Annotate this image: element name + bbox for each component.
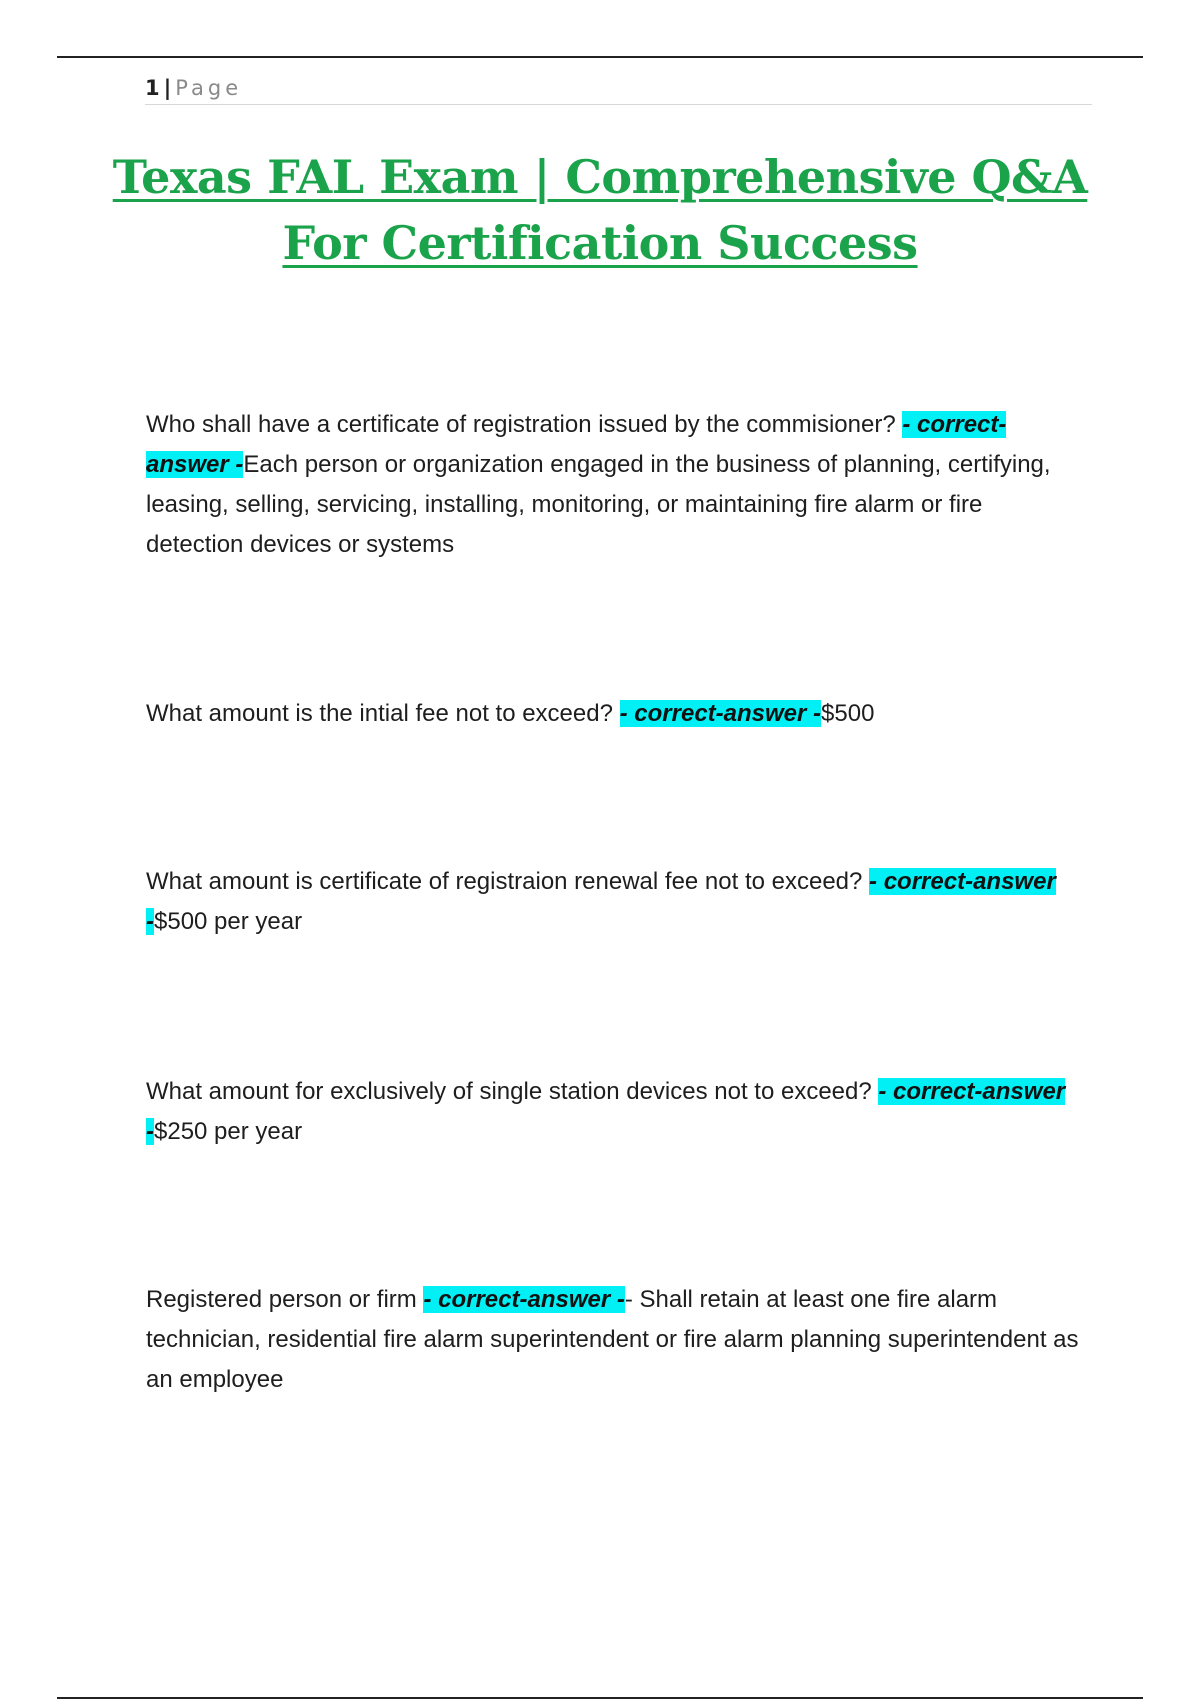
document-title xyxy=(100,144,1100,276)
qa-question: Who shall have a certificate of registration issued by the commisioner? xyxy=(146,411,903,438)
qa-question: What amount for exclusively of single station devices not to exceed? xyxy=(146,1078,879,1105)
qa-answer: $500 per year xyxy=(154,908,303,935)
qa-question: Registered person or firm xyxy=(146,1286,424,1313)
correct-answer-marker: - correct-answer - xyxy=(146,868,1056,935)
correct-answer-marker: - correct-answer - xyxy=(619,700,822,727)
qa-question: What amount is the intial fee not to exceed? xyxy=(146,700,620,727)
qa-item xyxy=(146,405,1086,565)
qa-item xyxy=(146,694,1086,734)
qa-answer: $500 xyxy=(821,700,875,727)
qa-item xyxy=(146,1280,1086,1400)
page-number: 1 xyxy=(145,76,160,100)
qa-answer: Each person or organization engaged in the business of planning, certifying, leasing, selling, servicing, installing, monitoring, or maintaining fire alarm or fire detection devices or systems xyxy=(146,451,1051,558)
qa-answer: - Shall retain at least one fire alarm technician, residential fire alarm superintendent or fire alarm planning superintendent as an employee xyxy=(146,1286,1079,1393)
bottom-rule xyxy=(57,1697,1143,1699)
qa-item xyxy=(146,1072,1086,1152)
correct-answer-marker: - correct-answer - xyxy=(423,1286,625,1313)
qa-answer: $250 per year xyxy=(154,1118,303,1145)
title-line-2: For Certification Success xyxy=(282,216,918,270)
qa-item xyxy=(146,862,1086,942)
page-separator: | xyxy=(163,76,172,100)
title-line-1: Texas FAL Exam | Comprehensive Q&A xyxy=(112,150,1088,204)
top-rule xyxy=(57,56,1143,58)
page-header xyxy=(145,72,1092,105)
page-label: Page xyxy=(175,76,243,100)
correct-answer-marker: - correct-answer - xyxy=(146,411,1007,478)
qa-question: What amount is certificate of registraion renewal fee not to exceed? xyxy=(146,868,870,895)
correct-answer-marker: - correct-answer - xyxy=(146,1078,1066,1145)
